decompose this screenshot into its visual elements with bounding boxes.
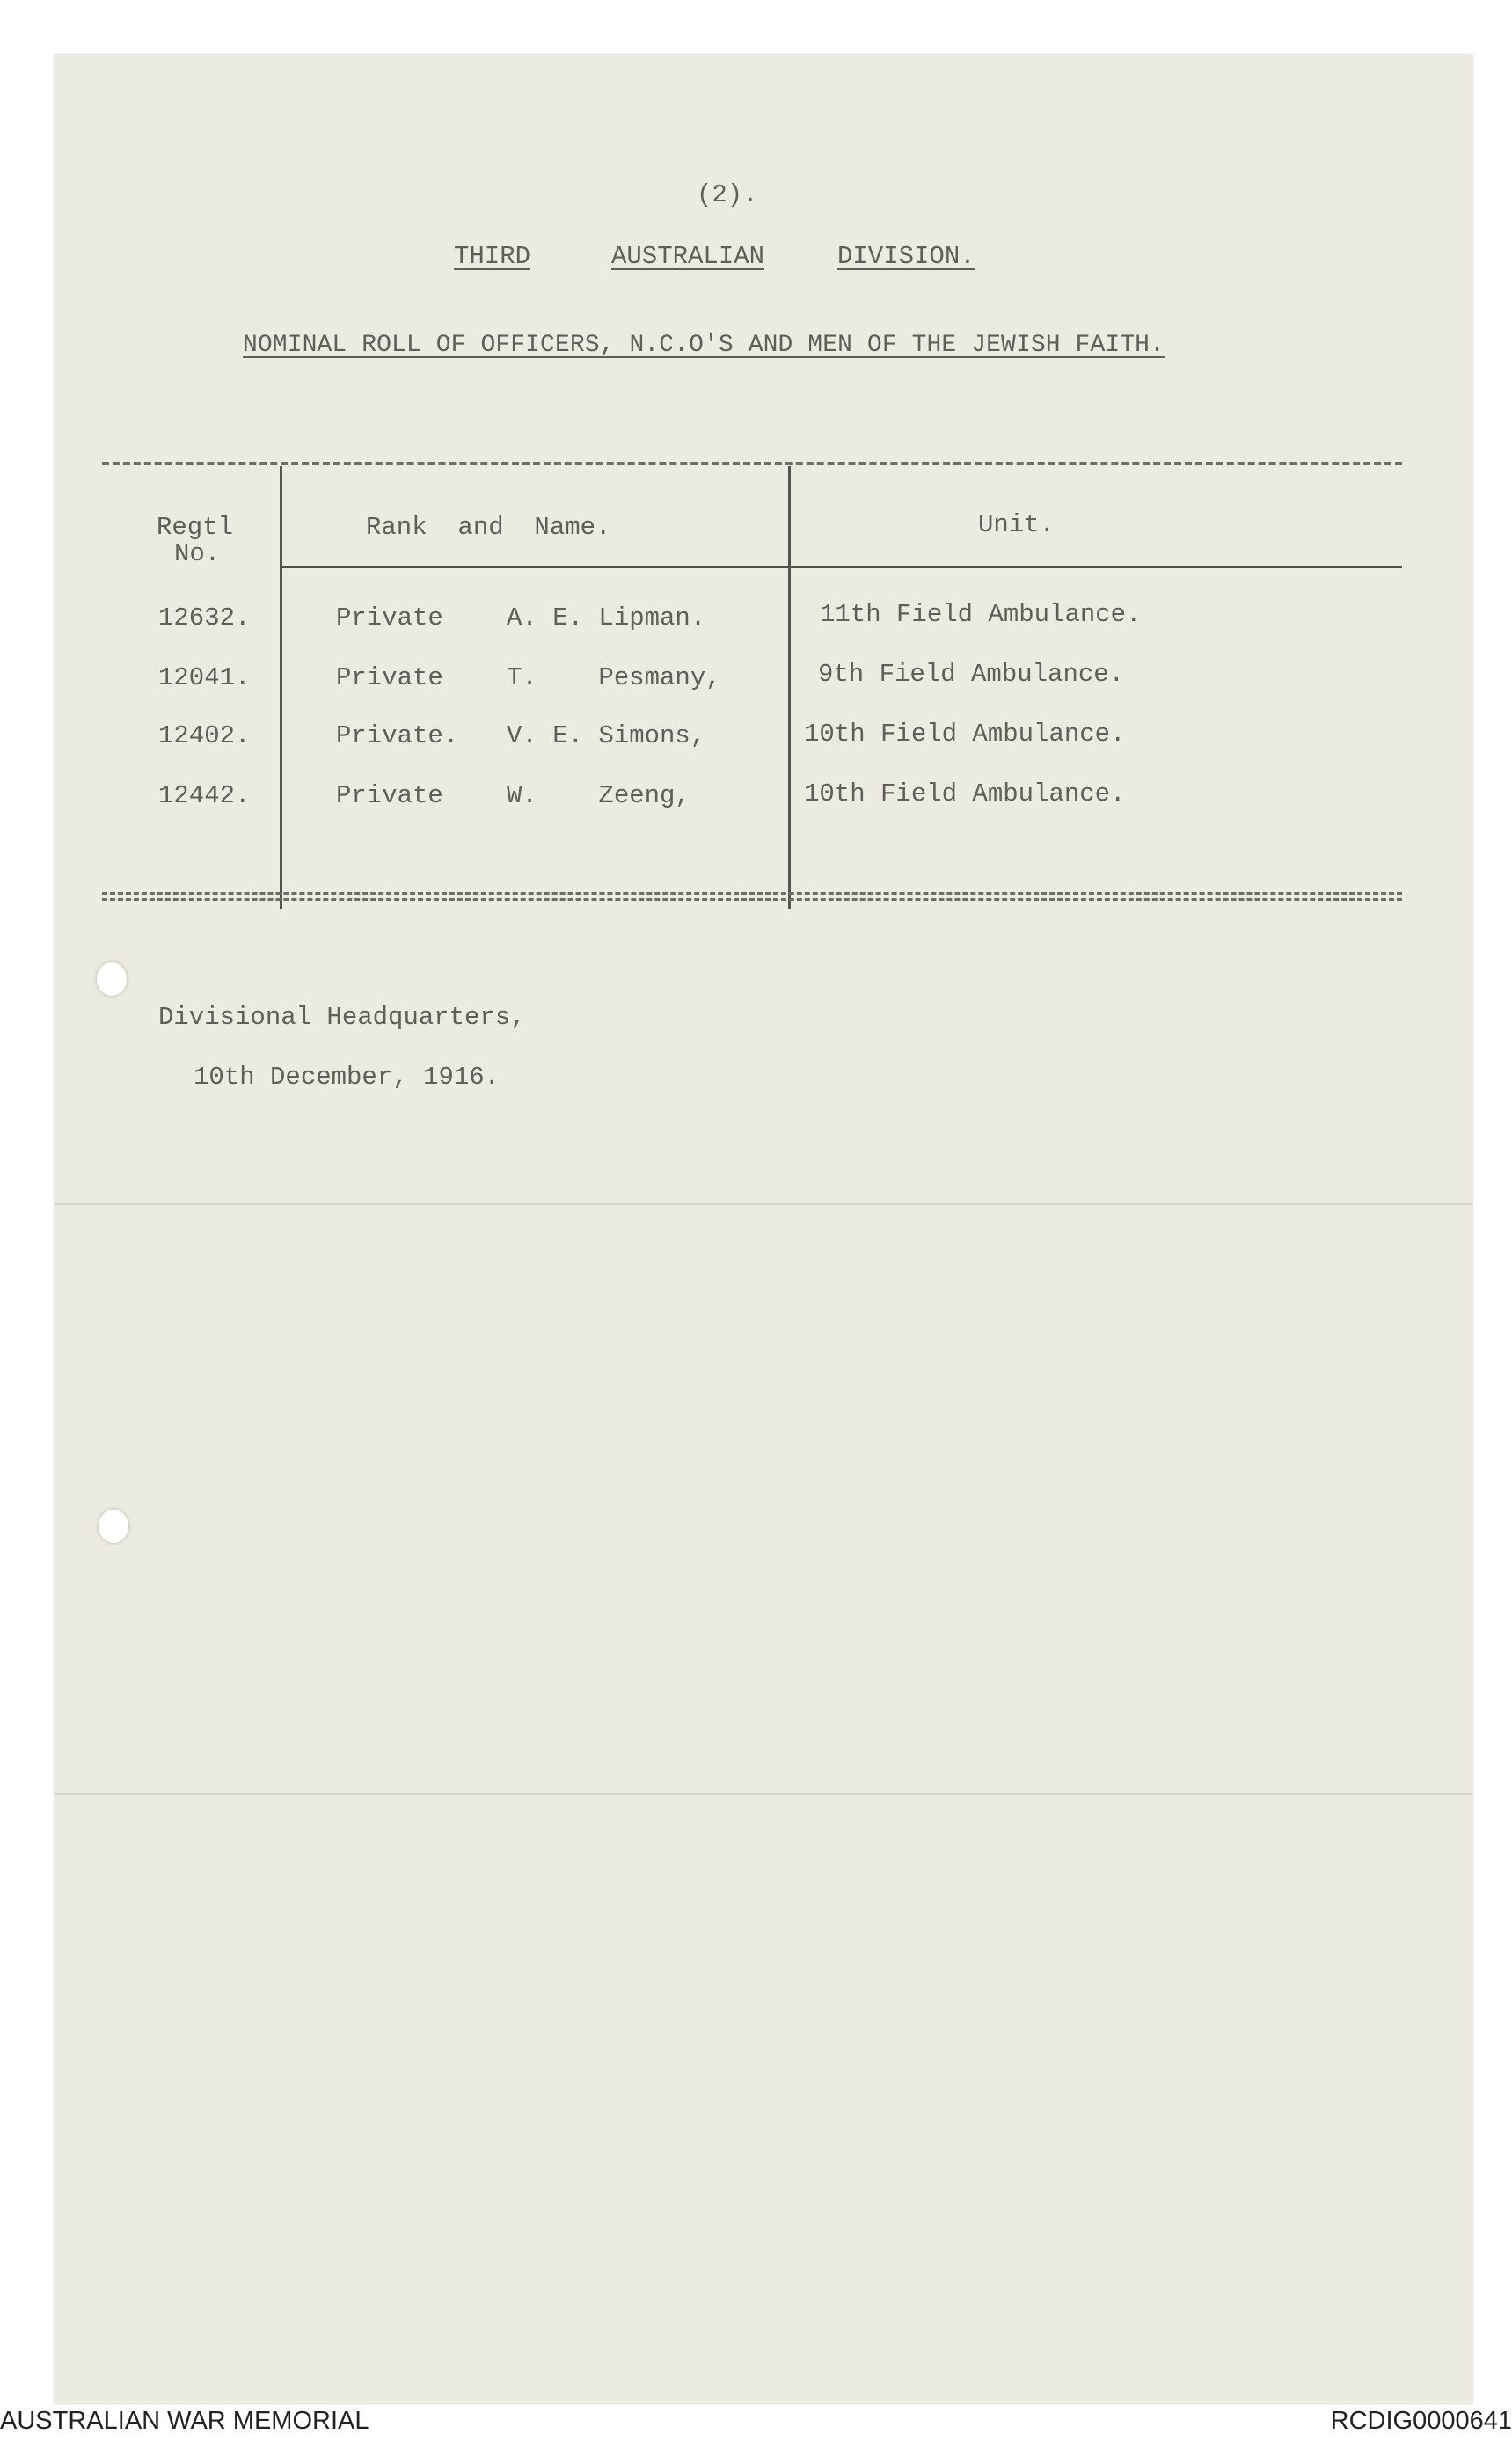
table-top-rule (102, 462, 1402, 465)
name-cell: A. E. Lipman. (507, 603, 706, 632)
header-regt-line2: No. (174, 539, 221, 568)
heading-word-division: DIVISION. (837, 242, 975, 271)
unit-cell: 10th Field Ambulance. (804, 720, 1126, 749)
subheading: NOMINAL ROLL OF OFFICERS, N.C.O'S AND MEN OF THE JEWISH FAITH. (243, 332, 1165, 359)
punch-hole (99, 1510, 128, 1543)
fold-line (55, 1203, 1472, 1205)
heading-word-third: THIRD (454, 242, 531, 271)
rank-cell: Private (336, 663, 443, 692)
table-divider-1 (280, 466, 282, 909)
unit-cell: 9th Field Ambulance. (818, 660, 1125, 689)
table-bottom-rule (102, 892, 1402, 895)
unit-cell: 11th Field Ambulance. (820, 600, 1142, 629)
name-cell: V. E. Simons, (507, 721, 706, 750)
signature-line-2: 10th December, 1916. (194, 1063, 500, 1092)
fold-line (55, 1793, 1472, 1795)
table-divider-2 (788, 466, 791, 909)
header-rule (280, 566, 1402, 568)
rank-cell: Private. (336, 721, 459, 750)
name-cell: W. Zeeng, (507, 781, 690, 810)
rank-cell: Private (336, 603, 443, 632)
regt-no-cell: 12402. (158, 721, 251, 750)
heading-word-australian: AUSTRALIAN (611, 242, 765, 271)
rank-cell: Private (336, 781, 443, 810)
footer-record-id: RCDIG0000641 (1330, 2407, 1512, 2435)
regt-no-cell: 12041. (158, 663, 251, 692)
header-unit: Unit. (978, 510, 1055, 539)
header-regt-line1: Regtl (157, 513, 234, 542)
page-number: (2). (697, 180, 758, 209)
document-page (55, 55, 1472, 2403)
signature-line-1: Divisional Headquarters, (158, 1003, 526, 1032)
unit-cell: 10th Field Ambulance. (804, 779, 1126, 808)
regt-no-cell: 12632. (158, 603, 251, 632)
name-cell: T. Pesmany, (507, 663, 721, 692)
footer-institution: AUSTRALIAN WAR MEMORIAL (0, 2407, 369, 2435)
regt-no-cell: 12442. (158, 781, 251, 810)
header-rank-name: Rank and Name. (366, 513, 611, 542)
punch-hole (97, 962, 127, 996)
table-bottom-rule (102, 898, 1402, 901)
